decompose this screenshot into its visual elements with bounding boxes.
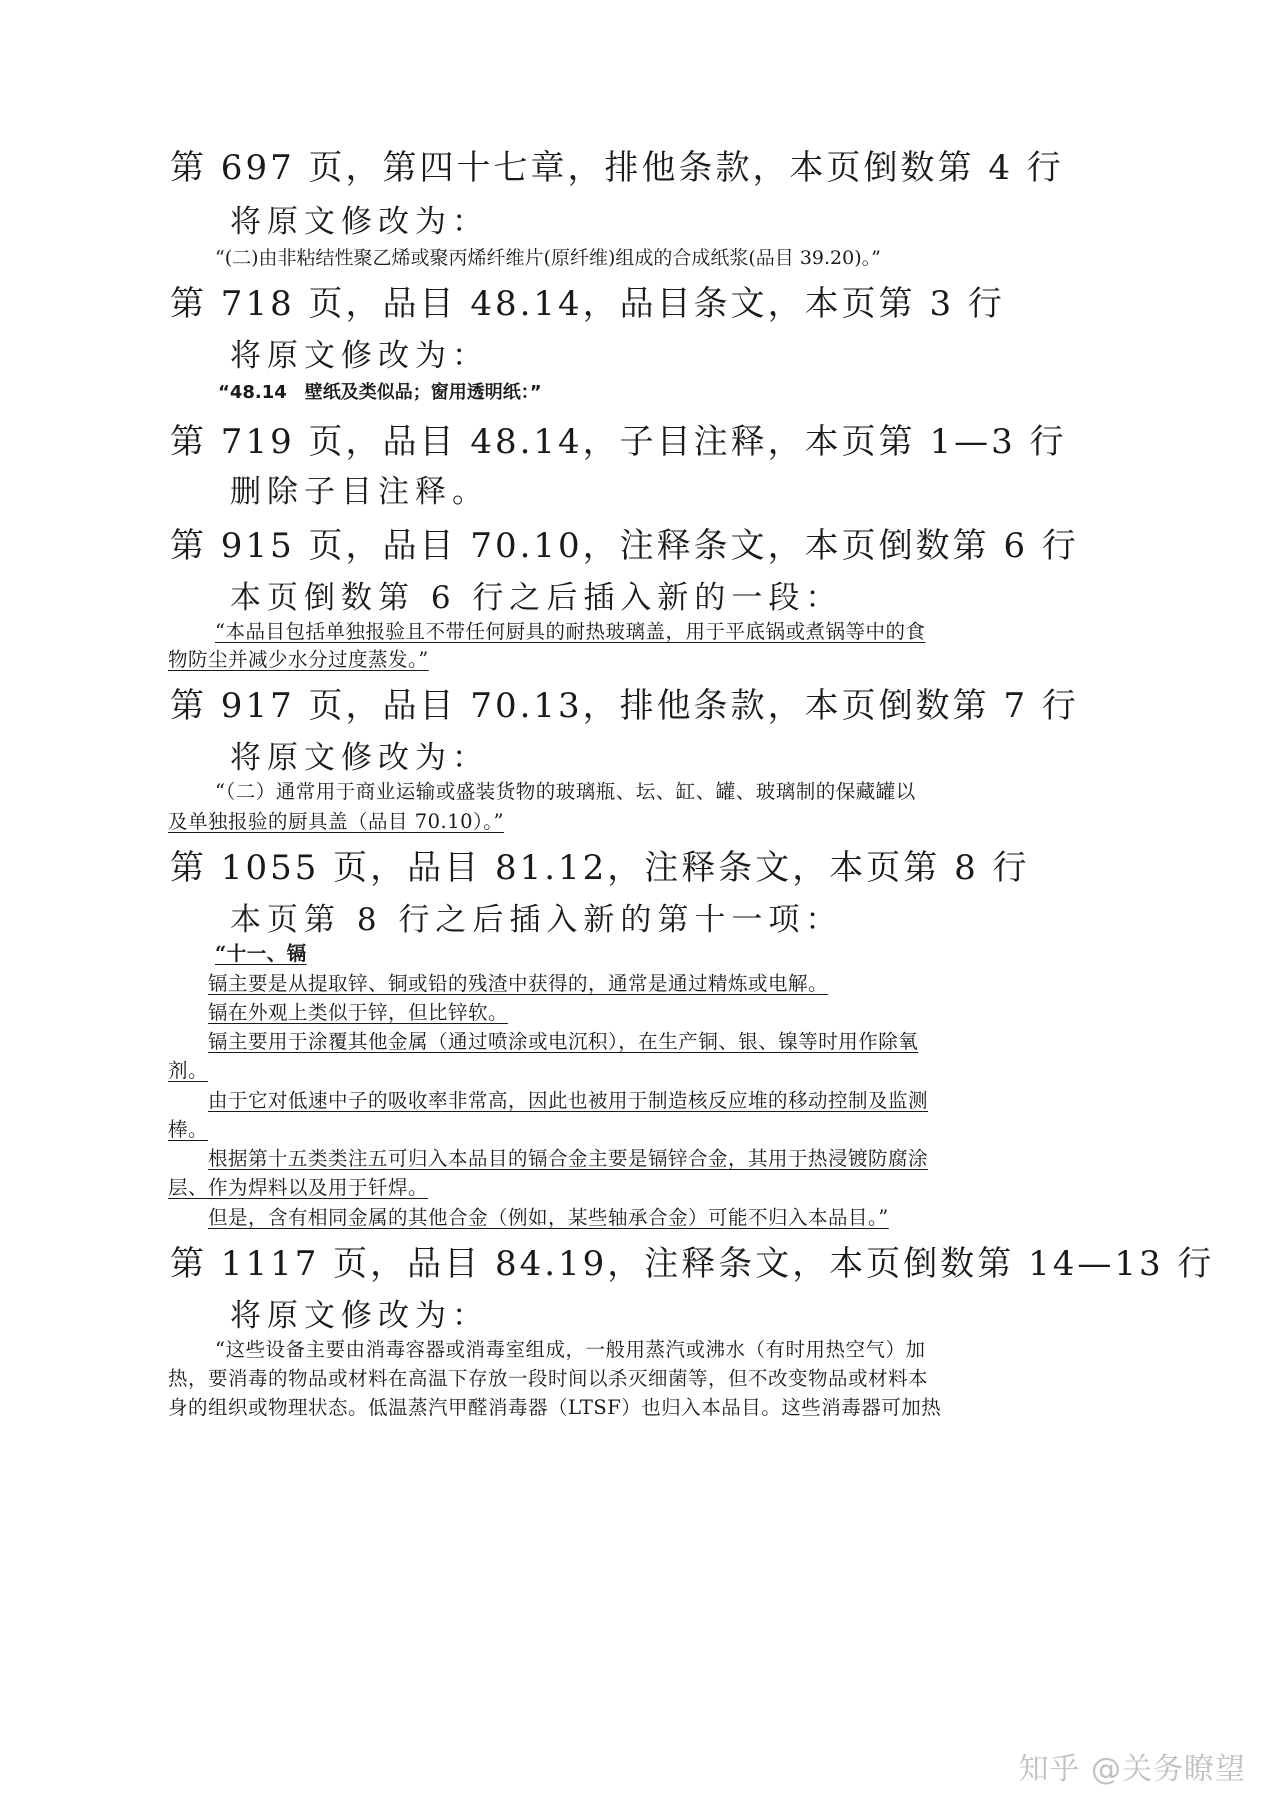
amendment-text-line: 热，要消毒的物品或材料在高温下存放一段时间以杀灭细菌等，但不改变物品或材料本 <box>168 1367 929 1390</box>
amendment-text-line: 及单独报验的厨具盖（品目 70.10）。” <box>168 810 504 833</box>
entry-instruction: 将原文修改为： <box>230 338 489 374</box>
entry-instruction: 本页第 8 行之后插入新的第十一项： <box>230 902 843 938</box>
entry-instruction: 删除子目注释。 <box>230 474 489 510</box>
entry-heading: 第 719 页，品目 48.14，子目注释，本页第 1—3 行 <box>170 422 1067 462</box>
amendment-text-line: “本品目包括单独报验且不带任何厨具的耐热玻璃盖，用于平底锅或煮锅等中的食 <box>215 620 926 643</box>
entry-instruction: 将原文修改为： <box>230 204 489 240</box>
amendment-text-line: “这些设备主要由消毒容器或消毒室组成，一般用蒸汽或沸水（有时用热空气）加 <box>215 1338 926 1361</box>
amendment-text-line: 层、作为焊料以及用于钎焊。 <box>168 1176 429 1199</box>
amendment-text-line: 剂。 <box>168 1059 209 1082</box>
amendment-text-line: 镉在外观上类似于锌，但比锌软。 <box>208 1001 509 1024</box>
amendment-text-line: 镉主要是从提取锌、铜或铅的残渣中获得的，通常是通过精炼或电解。 <box>208 972 829 995</box>
amendment-text-line: “（二）通常用于商业运输或盛装货物的玻璃瓶、坛、缸、罐、玻璃制的保藏罐以 <box>215 780 916 803</box>
entry-instruction: 将原文修改为： <box>230 740 489 776</box>
entry-instruction: 本页倒数第 6 行之后插入新的一段： <box>230 580 843 616</box>
amendment-text-line: “十一、镉 <box>215 942 307 965</box>
watermark: 知乎 @关务瞭望 <box>1018 1752 1246 1787</box>
amendment-text-line: 身的组织或物理状态。低温蒸汽甲醛消毒器（LTSF）也归入本品目。这些消毒器可加热 <box>168 1396 942 1419</box>
entry-heading: 第 697 页，第四十七章，排他条款，本页倒数第 4 行 <box>170 148 1064 188</box>
amendment-text-line: 由于它对低速中子的吸收率非常高，因此也被用于制造核反应堆的移动控制及监测 <box>208 1089 929 1112</box>
amendment-text-line: 物防尘并减少水分过度蒸发。” <box>168 648 429 671</box>
entry-instruction: 将原文修改为： <box>230 1298 489 1334</box>
entry-heading: 第 1055 页，品目 81.12，注释条文，本页第 8 行 <box>170 848 1030 888</box>
entry-heading: 第 917 页，品目 70.13，排他条款，本页倒数第 7 行 <box>170 686 1079 726</box>
amendment-text-line: 棒。 <box>168 1118 209 1141</box>
entry-heading: 第 1117 页，品目 84.19，注释条文，本页倒数第 14—13 行 <box>170 1244 1215 1284</box>
amendment-text-line: “(二)由非粘结性聚乙烯或聚丙烯纤维片(原纤维)组成的合成纸浆(品目 39.20)。” <box>215 247 881 269</box>
entry-heading: 第 718 页，品目 48.14，品目条文，本页第 3 行 <box>170 284 1005 324</box>
amendment-text-line: 根据第十五类类注五可归入本品目的镉合金主要是镉锌合金，其用于热浸镀防腐涂 <box>208 1147 929 1170</box>
amendment-text-line: 镉主要用于涂覆其他金属（通过喷涂或电沉积），在生产铜、银、镍等时用作除氧 <box>208 1030 919 1053</box>
amendment-text-line: 但是，含有相同金属的其他合金（例如，某些轴承合金）可能不归入本品目。” <box>208 1206 889 1229</box>
entry-heading: 第 915 页，品目 70.10，注释条文，本页倒数第 6 行 <box>170 526 1079 566</box>
amendment-text-line: “48.14 壁纸及类似品；窗用透明纸：” <box>218 382 542 403</box>
